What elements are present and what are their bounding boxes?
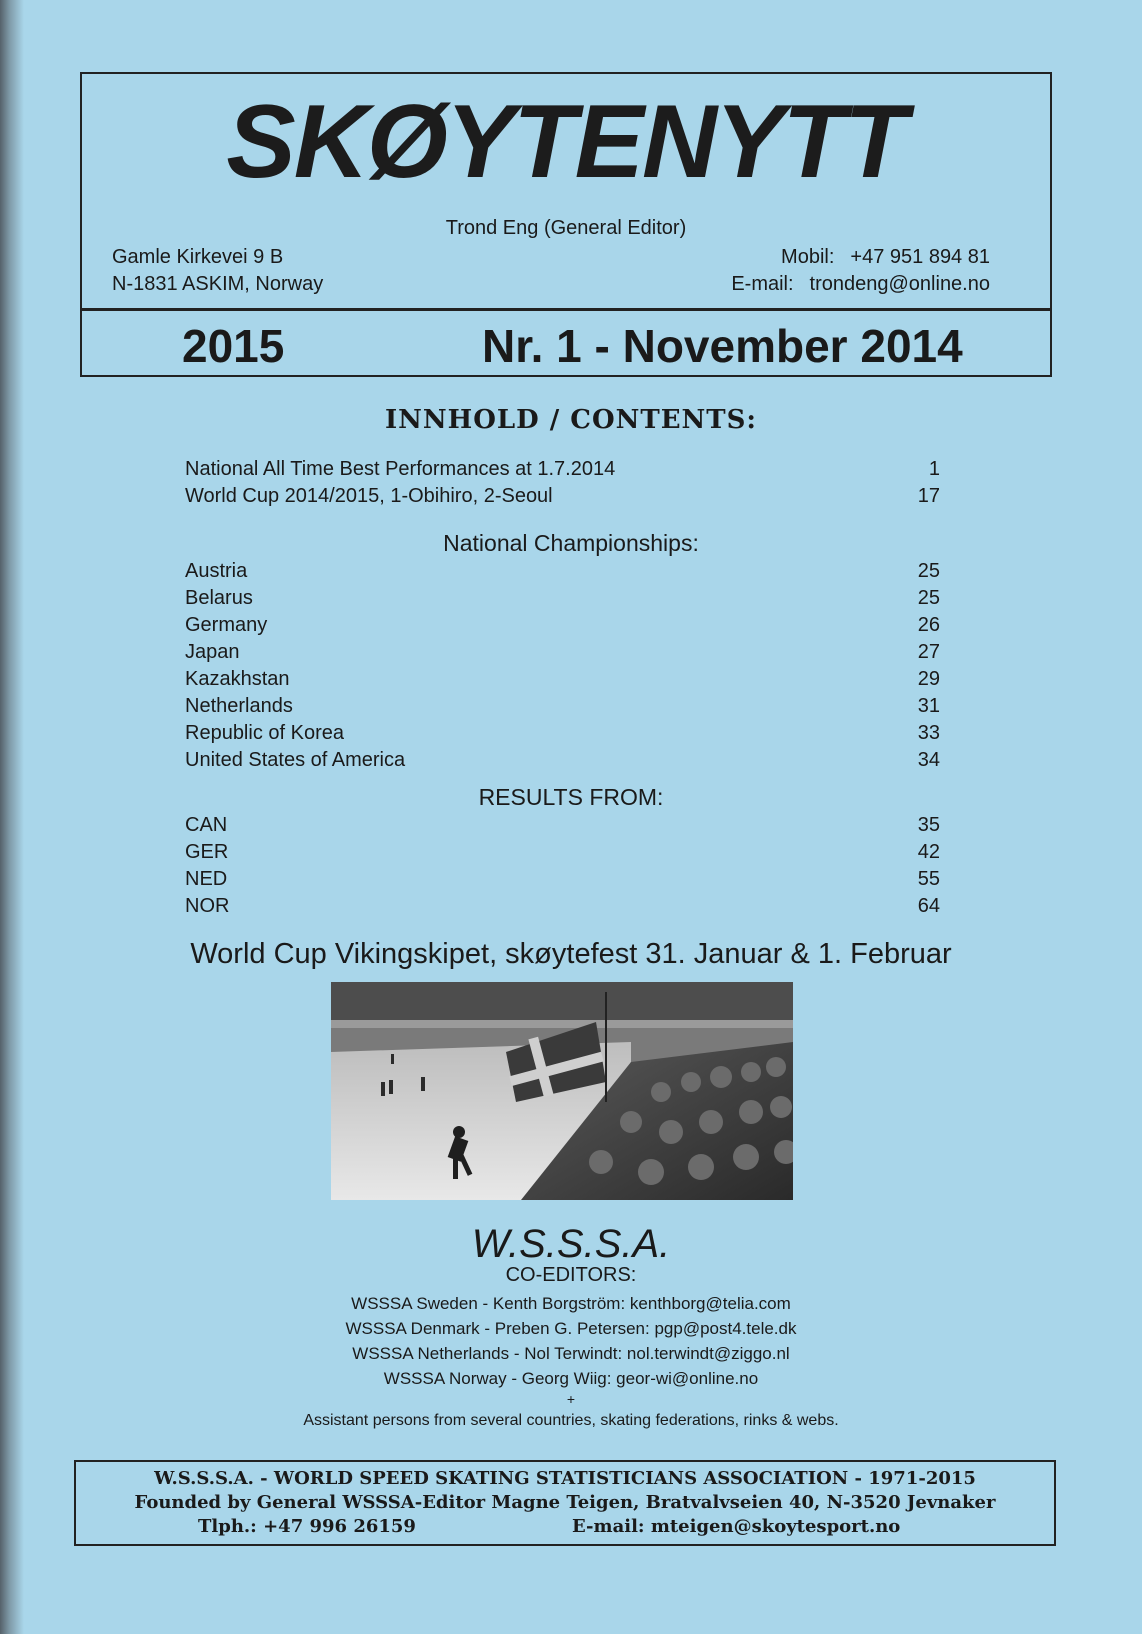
toc-entry-title: Republic of Korea — [185, 722, 344, 744]
toc-entry — [185, 614, 940, 641]
toc-entry — [185, 841, 940, 868]
coeditor-line: WSSSA Denmark - Preben G. Petersen: pgp@post4.tele.dk — [345, 1319, 797, 1338]
toc-entry-page: 34 — [917, 749, 940, 771]
email-value: trondeng@online.no — [809, 273, 990, 295]
assistants-line: Assistant persons from several countries, skating federations, rinks & webs. — [303, 1412, 839, 1429]
toc-entry-title: Austria — [185, 560, 248, 582]
toc-entry-page: 25 — [917, 587, 940, 609]
mobile-line — [731, 244, 990, 271]
coeditor-line: WSSSA Norway - Georg Wiig: geor-wi@online.no — [383, 1369, 759, 1388]
toc-entry-title: Germany — [185, 614, 268, 636]
toc-entry-page: 35 — [917, 814, 940, 836]
toc-entry — [185, 485, 940, 512]
toc-entry-page: 55 — [917, 868, 940, 890]
editor-contact — [731, 244, 990, 298]
toc-entry-page: 26 — [917, 614, 940, 636]
toc-entry-title: Kazakhstan — [185, 668, 290, 690]
toc-entry-title: United States of America — [185, 749, 406, 771]
toc-entry — [185, 814, 940, 841]
toc-entry-page: 42 — [917, 841, 940, 863]
coeditor-line: WSSSA Sweden - Kenth Borgström: kenthborg@telia.com — [351, 1294, 791, 1313]
mobile-label: Mobil: — [781, 246, 835, 268]
general-editor: Trond Eng (General Editor) — [445, 217, 687, 239]
toc-entry — [185, 641, 940, 668]
email-line — [731, 271, 990, 298]
toc-entry — [185, 668, 940, 695]
magazine-title: SKØYTENYTT — [226, 84, 906, 200]
toc-entry-page: 33 — [917, 722, 940, 744]
editor-address — [112, 244, 323, 298]
toc-entry-page: 25 — [917, 560, 940, 582]
toc-entry — [185, 458, 940, 485]
toc-entry — [185, 895, 940, 922]
toc-entry-title: NED — [185, 868, 228, 890]
coeditor-line: WSSSA Netherlands - Nol Terwindt: nol.terwindt@ziggo.nl — [352, 1344, 790, 1363]
toc-entry-title: Japan — [185, 641, 240, 663]
feature-headline: World Cup Vikingskipet, skøytefest 31. Januar & 1. Februar — [190, 938, 952, 970]
association-footer — [74, 1460, 1056, 1546]
footer-association-line: W.S.S.S.A. - WORLD SPEED SKATING STATISTICIANS ASSOCIATION - 1971-2015 — [154, 1468, 976, 1489]
toc-entry-page: 29 — [917, 668, 940, 690]
masthead-box — [80, 72, 1052, 377]
mobile-value: +47 951 894 81 — [850, 246, 990, 268]
address-line-2: N-1831 ASKIM, Norway — [112, 273, 324, 295]
toc-entry-title: National All Time Best Performances at 1.7.2014 — [185, 458, 616, 480]
skating-photo — [331, 982, 793, 1200]
toc-entry — [185, 722, 940, 749]
wsssa-name: W.S.S.S.A. — [471, 1222, 671, 1266]
toc-entry-page: 64 — [917, 895, 940, 917]
results-from-heading: RESULTS FROM: — [478, 784, 664, 810]
toc-entry — [185, 695, 940, 722]
toc-entry-page: 27 — [917, 641, 940, 663]
national-championships-heading: National Championships: — [443, 530, 699, 556]
toc-entry — [185, 587, 940, 614]
masthead-divider — [82, 308, 1050, 311]
footer-phone: Tlph.: +47 996 26159 — [198, 1516, 416, 1537]
skating-photo-illustration — [331, 982, 793, 1200]
coeditors-heading: CO-EDITORS: — [505, 1264, 637, 1286]
toc-entry-title: GER — [185, 841, 229, 863]
toc-entry — [185, 749, 940, 776]
toc-entry-title: CAN — [185, 814, 228, 836]
footer-email: E-mail: mteigen@skoytesport.no — [572, 1516, 901, 1537]
footer-founder-line: Founded by General WSSSA-Editor Magne Teigen, Bratvalvseien 40, N-3520 Jevnaker — [134, 1492, 996, 1513]
toc-entry-title: World Cup 2014/2015, 1-Obihiro, 2-Seoul — [185, 485, 553, 507]
email-label: E-mail: — [731, 273, 794, 295]
toc-entry-title: NOR — [185, 895, 230, 917]
toc-entry — [185, 560, 940, 587]
toc-entry-title: Belarus — [185, 587, 253, 609]
address-line-1: Gamle Kirkevei 9 B — [112, 246, 284, 268]
toc-entry-title: Netherlands — [185, 695, 293, 717]
toc-entry-page: 1 — [928, 458, 940, 480]
contents-heading: INNHOLD / CONTENTS: — [384, 405, 758, 435]
volume-year: 2015 — [182, 320, 285, 372]
toc-entry-page: 17 — [917, 485, 940, 507]
plus-sign: + — [566, 1391, 576, 1407]
toc-entry-page: 31 — [917, 695, 940, 717]
issue-number: Nr. 1 - November 2014 — [482, 320, 963, 372]
toc-entry — [185, 868, 940, 895]
